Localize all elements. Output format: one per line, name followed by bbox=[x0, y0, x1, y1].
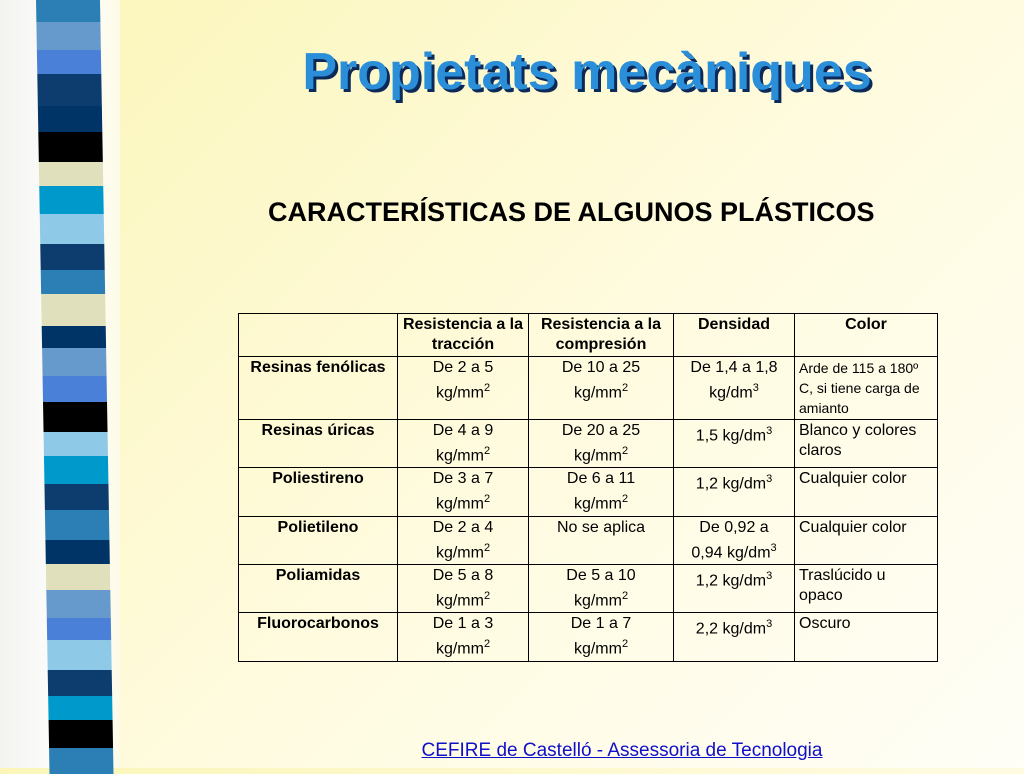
mosaic-block bbox=[39, 162, 103, 186]
mosaic-block bbox=[44, 456, 108, 484]
densidad-cell bbox=[674, 420, 795, 468]
color-cell-color: Traslúcido u opaco bbox=[799, 566, 886, 604]
compresion-cell-compresion-b: kg/mm bbox=[573, 384, 622, 402]
color-cell bbox=[795, 357, 938, 420]
color-cell-color: Blanco y colores claros bbox=[799, 422, 917, 459]
plastic-name-name: Resinas fenólicas bbox=[250, 359, 386, 376]
compresion-cell-compresion-sup: 2 bbox=[621, 589, 629, 602]
mosaic-block bbox=[48, 670, 112, 696]
slide-title: Propietats mecàniques bbox=[302, 43, 872, 101]
color-cell bbox=[795, 420, 938, 468]
color-cell-color: Cualquier color bbox=[799, 518, 907, 536]
color-cell-color: Oscuro bbox=[799, 615, 851, 633]
header-traccion: Resistencia a la tracción bbox=[398, 314, 529, 357]
compresion-cell-compresion-sup: 2 bbox=[621, 382, 629, 394]
compresion-cell bbox=[529, 468, 674, 516]
densidad-cell-densidad-sup: 3 bbox=[766, 473, 773, 486]
plastic-name-name: Fluorocarbonos bbox=[257, 615, 379, 633]
table-heading: CARACTERÍSTICAS DE ALGUNOS PLÁSTICOS bbox=[268, 197, 875, 227]
traccion-cell bbox=[398, 516, 529, 564]
compresion-cell-compresion-a: De 10 a 25 bbox=[561, 359, 641, 376]
mosaic-decoration bbox=[36, 0, 113, 768]
densidad-cell-densidad-sup: 3 bbox=[766, 425, 773, 437]
mosaic-block bbox=[47, 618, 111, 640]
traccion-cell-traccion-b: kg/mm bbox=[435, 543, 484, 561]
plastic-name bbox=[239, 564, 398, 612]
traccion-cell-traccion-a: De 2 a 4 bbox=[432, 518, 494, 536]
compresion-cell bbox=[529, 516, 674, 564]
footer-link[interactable]: CEFIRE de Castelló - Assessoria de Tecnologia bbox=[421, 740, 823, 761]
header-name bbox=[239, 314, 398, 357]
plastic-name bbox=[239, 516, 398, 564]
header-color: Color bbox=[795, 314, 938, 357]
traccion-cell bbox=[398, 564, 529, 612]
color-cell bbox=[795, 613, 938, 661]
densidad-cell bbox=[674, 613, 795, 661]
header-densidad: Densidad bbox=[674, 314, 795, 357]
mosaic-block bbox=[42, 326, 106, 348]
traccion-cell-traccion-b: kg/mm bbox=[435, 640, 484, 658]
table-row bbox=[239, 420, 938, 468]
densidad-cell-densidad-b: 0,94 kg/dm bbox=[691, 543, 771, 561]
densidad-cell-densidad-a: 1,5 kg/dm bbox=[695, 427, 767, 445]
traccion-cell-traccion-a: De 4 a 9 bbox=[432, 422, 494, 439]
traccion-cell-traccion-a: De 3 a 7 bbox=[432, 470, 494, 488]
densidad-cell-densidad-a: De 1,4 a 1,8 bbox=[690, 359, 778, 376]
traccion-cell bbox=[398, 613, 529, 661]
densidad-cell bbox=[674, 357, 795, 420]
mosaic-block bbox=[44, 432, 108, 456]
compresion-cell bbox=[529, 357, 674, 420]
color-cell bbox=[795, 564, 938, 612]
mosaic-block bbox=[38, 106, 102, 132]
mosaic-block bbox=[47, 640, 112, 670]
mosaic-block bbox=[43, 402, 108, 432]
compresion-cell-compresion-b: kg/mm bbox=[573, 495, 622, 513]
mosaic-block bbox=[40, 214, 105, 244]
densidad-cell-densidad-b: kg/dm bbox=[709, 384, 753, 402]
mosaic-block bbox=[38, 132, 103, 162]
table-row bbox=[239, 357, 938, 420]
mosaic-block bbox=[41, 294, 106, 326]
compresion-cell-compresion-a: De 1 a 7 bbox=[570, 615, 632, 633]
traccion-cell bbox=[398, 420, 529, 468]
densidad-cell-densidad-sup: 3 bbox=[766, 618, 773, 631]
compresion-cell-compresion-a: No se aplica bbox=[556, 518, 646, 536]
traccion-cell-traccion-a: De 5 a 8 bbox=[432, 566, 494, 584]
traccion-cell-traccion-b: kg/mm bbox=[435, 447, 484, 465]
traccion-cell-traccion-sup: 2 bbox=[483, 638, 491, 651]
densidad-cell-densidad-sup: 3 bbox=[766, 569, 773, 582]
mosaic-block bbox=[43, 376, 107, 402]
plastic-name-name: Polietileno bbox=[277, 518, 359, 536]
densidad-cell-densidad-a: De 0,92 a bbox=[699, 518, 769, 536]
compresion-cell bbox=[529, 613, 674, 661]
compresion-cell-compresion-sup: 2 bbox=[621, 493, 629, 506]
table-row bbox=[239, 468, 938, 516]
color-cell-color: Cualquier color bbox=[799, 470, 907, 488]
traccion-cell bbox=[398, 357, 529, 420]
table-header-row bbox=[239, 314, 938, 357]
compresion-cell-compresion-a: De 6 a 11 bbox=[566, 470, 636, 488]
densidad-cell-densidad-a: 1,2 kg/dm bbox=[695, 572, 767, 590]
color-cell bbox=[795, 468, 938, 516]
mosaic-block bbox=[40, 244, 104, 270]
mosaic-block bbox=[36, 0, 100, 22]
densidad-cell bbox=[674, 564, 795, 612]
plastics-table bbox=[238, 313, 938, 662]
mosaic-block bbox=[44, 484, 108, 510]
traccion-cell-traccion-a: De 2 a 5 bbox=[432, 359, 494, 376]
mosaic-block bbox=[46, 590, 110, 618]
color-cell bbox=[795, 516, 938, 564]
plastic-name bbox=[239, 613, 398, 661]
plastic-name-name: Poliestireno bbox=[272, 470, 364, 488]
traccion-cell-traccion-sup: 2 bbox=[483, 589, 491, 602]
densidad-cell-densidad-sup: 3 bbox=[752, 382, 759, 394]
mosaic-block bbox=[39, 186, 103, 214]
plastic-name-name: Resinas úricas bbox=[261, 422, 375, 439]
mosaic-block bbox=[41, 270, 105, 294]
compresion-cell-compresion-a: De 5 a 10 bbox=[566, 566, 636, 584]
traccion-cell-traccion-b: kg/mm bbox=[435, 592, 484, 610]
densidad-cell-densidad-a: 2,2 kg/dm bbox=[695, 620, 767, 638]
traccion-cell bbox=[398, 468, 529, 516]
plastic-name bbox=[239, 357, 398, 420]
compresion-cell-compresion-sup: 2 bbox=[621, 445, 629, 457]
table-row bbox=[239, 613, 938, 661]
compresion-cell bbox=[529, 420, 674, 468]
mosaic-block bbox=[46, 564, 110, 590]
table-row bbox=[239, 564, 938, 612]
plastic-name bbox=[239, 420, 398, 468]
densidad-cell-densidad-sup: 3 bbox=[770, 541, 777, 554]
traccion-cell-traccion-sup: 2 bbox=[483, 382, 491, 394]
plastic-name bbox=[239, 468, 398, 516]
mosaic-block bbox=[45, 510, 110, 540]
densidad-cell bbox=[674, 468, 795, 516]
traccion-cell-traccion-b: kg/mm bbox=[435, 384, 484, 402]
mosaic-block bbox=[48, 696, 112, 720]
table-row bbox=[239, 516, 938, 564]
mosaic-block bbox=[42, 348, 106, 376]
compresion-cell-compresion-a: De 20 a 25 bbox=[561, 422, 641, 439]
mosaic-block bbox=[45, 540, 109, 564]
compresion-cell-compresion-b: kg/mm bbox=[573, 447, 622, 465]
traccion-cell-traccion-a: De 1 a 3 bbox=[432, 615, 494, 633]
densidad-cell-densidad-a: 1,2 kg/dm bbox=[695, 475, 767, 493]
traccion-cell-traccion-sup: 2 bbox=[483, 493, 491, 506]
compresion-cell-compresion-b: kg/mm bbox=[573, 592, 622, 610]
compresion-cell bbox=[529, 564, 674, 612]
compresion-cell-compresion-b: kg/mm bbox=[573, 640, 622, 658]
traccion-cell-traccion-b: kg/mm bbox=[435, 495, 484, 513]
traccion-cell-traccion-sup: 2 bbox=[483, 445, 491, 457]
plastic-name-name: Poliamidas bbox=[275, 566, 361, 584]
header-compresion: Resistencia a la compresión bbox=[529, 314, 674, 357]
compresion-cell-compresion-sup: 2 bbox=[621, 638, 629, 651]
traccion-cell-traccion-sup: 2 bbox=[483, 541, 491, 554]
color-cell-color: Arde de 115 a 180º C, si tiene carga de amianto bbox=[799, 360, 920, 416]
densidad-cell bbox=[674, 516, 795, 564]
